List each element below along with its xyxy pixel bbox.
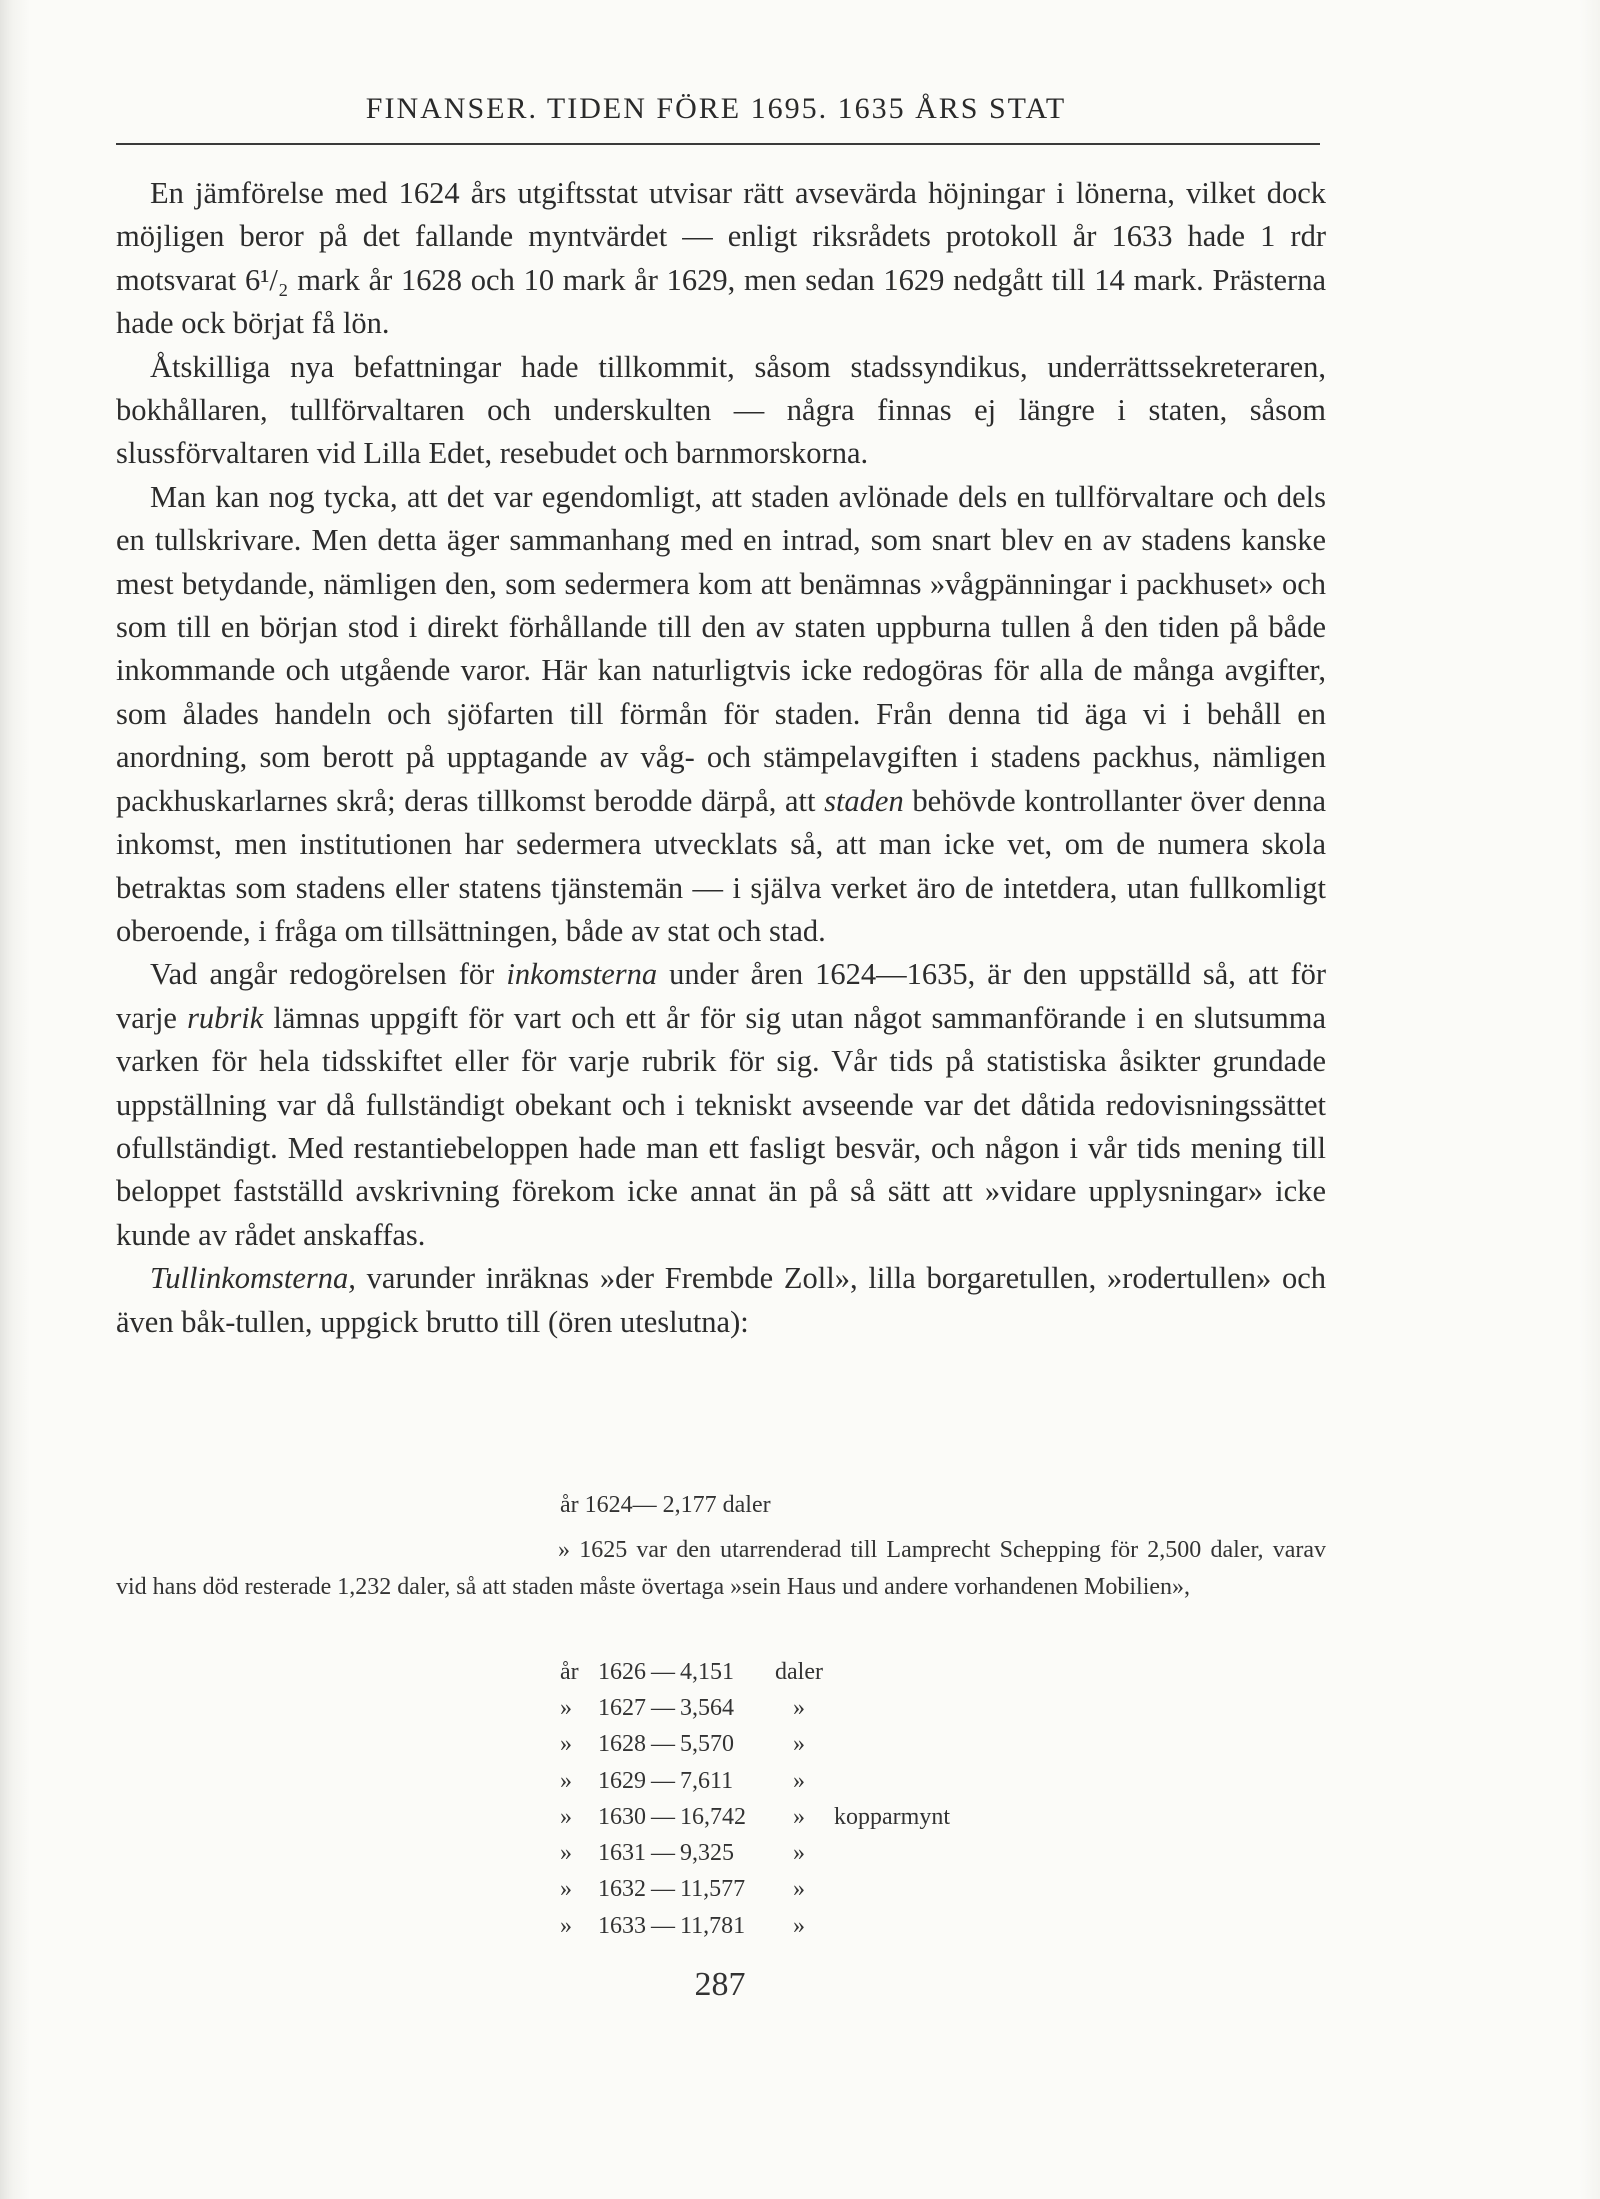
row-unit: » bbox=[793, 1694, 805, 1721]
row-amount: 3,564 bbox=[680, 1694, 734, 1721]
table-row bbox=[560, 1908, 950, 1944]
italic-term: staden bbox=[824, 783, 904, 818]
row-unit: daler bbox=[775, 1658, 823, 1685]
row-note bbox=[834, 1727, 950, 1763]
table-row bbox=[560, 1835, 950, 1871]
row-prefix: » bbox=[560, 1840, 572, 1867]
row-amount: 9,325 bbox=[680, 1840, 734, 1867]
row-unit: » bbox=[793, 1840, 805, 1867]
italic-term: Tullinkomsterna, bbox=[150, 1261, 356, 1296]
row-dash: — bbox=[651, 1767, 675, 1794]
row-year: 1626 bbox=[598, 1658, 646, 1685]
row-amount: 11,781 bbox=[680, 1912, 746, 1939]
page-number: 287 bbox=[694, 1966, 746, 2003]
table-row bbox=[560, 1727, 950, 1763]
text-run: under åren 1624—1635, är den uppställd så, att för varje bbox=[116, 957, 1327, 1035]
note-1625 bbox=[116, 1532, 1326, 1606]
row-prefix: » bbox=[560, 1767, 572, 1794]
row-year: 1630 bbox=[598, 1803, 646, 1830]
row-dash: — bbox=[651, 1912, 675, 1939]
text-run: lämnas uppgift för vart och ett år för sig utan något sammanförande i en slutsumma varken för hela tidsskiftet eller för varje rubrik för sig. Vår tids på statistiska åsikter grundade uppställning var då fullständigt obekant och i tekniskt avseende var det dåtida redovisningssättet ofullständigt. Med restantiebeloppen hade man ett fasligt besvär, och någon i vår tids mening till beloppet fastställd avskrivning förekom icke annat än på så sätt att »vidare upplysningar» icke kunde av rådet anskaffas. bbox=[116, 1000, 1327, 1252]
body-text bbox=[116, 172, 1326, 1344]
row-year: 1629 bbox=[598, 1767, 646, 1794]
header-rule bbox=[116, 143, 1320, 145]
row-unit: » bbox=[793, 1876, 805, 1903]
row-dash: — bbox=[651, 1840, 675, 1867]
row-prefix: » bbox=[560, 1876, 572, 1903]
table-row bbox=[560, 1872, 950, 1908]
row-dash: — bbox=[651, 1731, 675, 1758]
text-run: Man kan nog tycka, att det var egendomligt, att staden avlönade dels en tullförvaltare och dels en tullskrivare. Men detta äger sammanhang med en intrad, som snart blev en av stadens kanske mest betydande, nämligen den, som sedermera kom att benämnas »vågpänningar i packhuset» och som till en början stod i direkt förhållande till den av staten uppburna tullen å den tiden på både inkommande och utgående varor. Här kan naturligtvis icke redogöras för alla de många avgifter, som ålades handeln och sjöfarten till förmån för staden. Från denna tid äga vi i behåll en anordning, som berott på upptagande av våg- och stämpelavgiften i stadens packhus, nämligen packhuskarlarnes skrå; deras tillkomst berodde därpå, att bbox=[116, 479, 1326, 818]
row-dash: — bbox=[651, 1694, 675, 1721]
row-year: 1632 bbox=[598, 1876, 646, 1903]
row-amount: 7,611 bbox=[680, 1767, 734, 1794]
row-note bbox=[834, 1654, 950, 1690]
row-year: 1628 bbox=[598, 1731, 646, 1758]
row-year: 1631 bbox=[598, 1840, 646, 1867]
row-prefix: » bbox=[560, 1803, 572, 1830]
table-row bbox=[560, 1654, 950, 1690]
row-unit: » bbox=[793, 1803, 805, 1830]
paragraph bbox=[116, 476, 1326, 953]
paragraph bbox=[116, 1257, 1326, 1344]
text-run: Vad angår redogörelsen för bbox=[150, 957, 495, 992]
row-amount: 11,577 bbox=[680, 1876, 746, 1903]
row-prefix: år bbox=[560, 1658, 579, 1685]
paragraph: Åtskilliga nya befattningar hade tillkommit, såsom stadssyndikus, underrättssekreteraren, bokhållaren, tullförvaltaren och underskulten — några finnas ej längre i staten, såsom slussförvaltaren vid Lilla Edet, resebudet och barnmorskorna. bbox=[116, 349, 1326, 471]
table-row bbox=[560, 1763, 950, 1799]
italic-term: rubrik bbox=[187, 1000, 264, 1035]
row-prefix: » bbox=[560, 1912, 572, 1939]
yearly-revenue-table bbox=[560, 1654, 950, 1944]
row-dash: — bbox=[651, 1803, 675, 1830]
table-row bbox=[560, 1690, 950, 1726]
row-note bbox=[834, 1908, 950, 1944]
row-prefix: » bbox=[560, 1731, 572, 1758]
row-dash: — bbox=[651, 1658, 675, 1685]
row-note bbox=[834, 1763, 950, 1799]
row-note bbox=[834, 1872, 950, 1908]
row-amount: 5,570 bbox=[680, 1731, 734, 1758]
entry-1624: år 1624— 2,177 daler bbox=[560, 1492, 771, 1518]
row-year: 1627 bbox=[598, 1694, 646, 1721]
row-year: 1633 bbox=[598, 1912, 646, 1939]
running-header: FINANSER. TIDEN FÖRE 1695. 1635 ÅRS STAT bbox=[365, 92, 1067, 125]
row-unit: » bbox=[793, 1912, 805, 1939]
row-note bbox=[834, 1690, 950, 1726]
text-run: behövde kontrollanter över denna inkomst, men institutionen har sedermera utvecklats så, att man icke vet, om de numera skola betraktas som stadens eller statens tjänstemän — i själva verket äro de intetdera, utan fullkomligt oberoende, i fråga om tillsättningen, både av stat och stad. bbox=[116, 783, 1327, 948]
paragraph: En jämförelse med 1624 års utgiftsstat utvisar rätt avsevärda höjningar i lönerna, vilket dock möjligen beror på det fallande myntvärdet — enligt riksrådets protokoll år 1633 hade 1 rdr motsvarat 6¹/₂ mark år 1628 och 10 mark år 1629, men sedan 1629 nedgått till 14 mark. Prästerna hade ock börjat få lön. bbox=[116, 176, 1326, 341]
table-row bbox=[560, 1799, 950, 1835]
paragraph bbox=[116, 953, 1326, 1257]
row-note bbox=[834, 1835, 950, 1871]
note-text: » 1625 var den utarrenderad till Lamprecht Schepping för 2,500 daler, varav vid hans död resterade 1,232 daler, så att staden måste övertaga »sein Haus und andere vorhandenen Mobilien», bbox=[116, 1537, 1326, 1600]
italic-term: inkomsterna bbox=[506, 957, 658, 992]
row-note: kopparmynt bbox=[834, 1803, 950, 1830]
row-unit: » bbox=[793, 1731, 805, 1758]
row-dash: — bbox=[651, 1876, 675, 1903]
text-run: varunder inräknas »der Frembde Zoll», lilla borgaretullen, »rodertullen» och även båk-tullen, uppgick brutto till (ören uteslutna): bbox=[116, 1261, 1327, 1339]
row-prefix: » bbox=[560, 1694, 572, 1721]
row-amount: 16,742 bbox=[680, 1803, 746, 1830]
row-amount: 4,151 bbox=[680, 1658, 734, 1685]
row-unit: » bbox=[793, 1767, 805, 1794]
